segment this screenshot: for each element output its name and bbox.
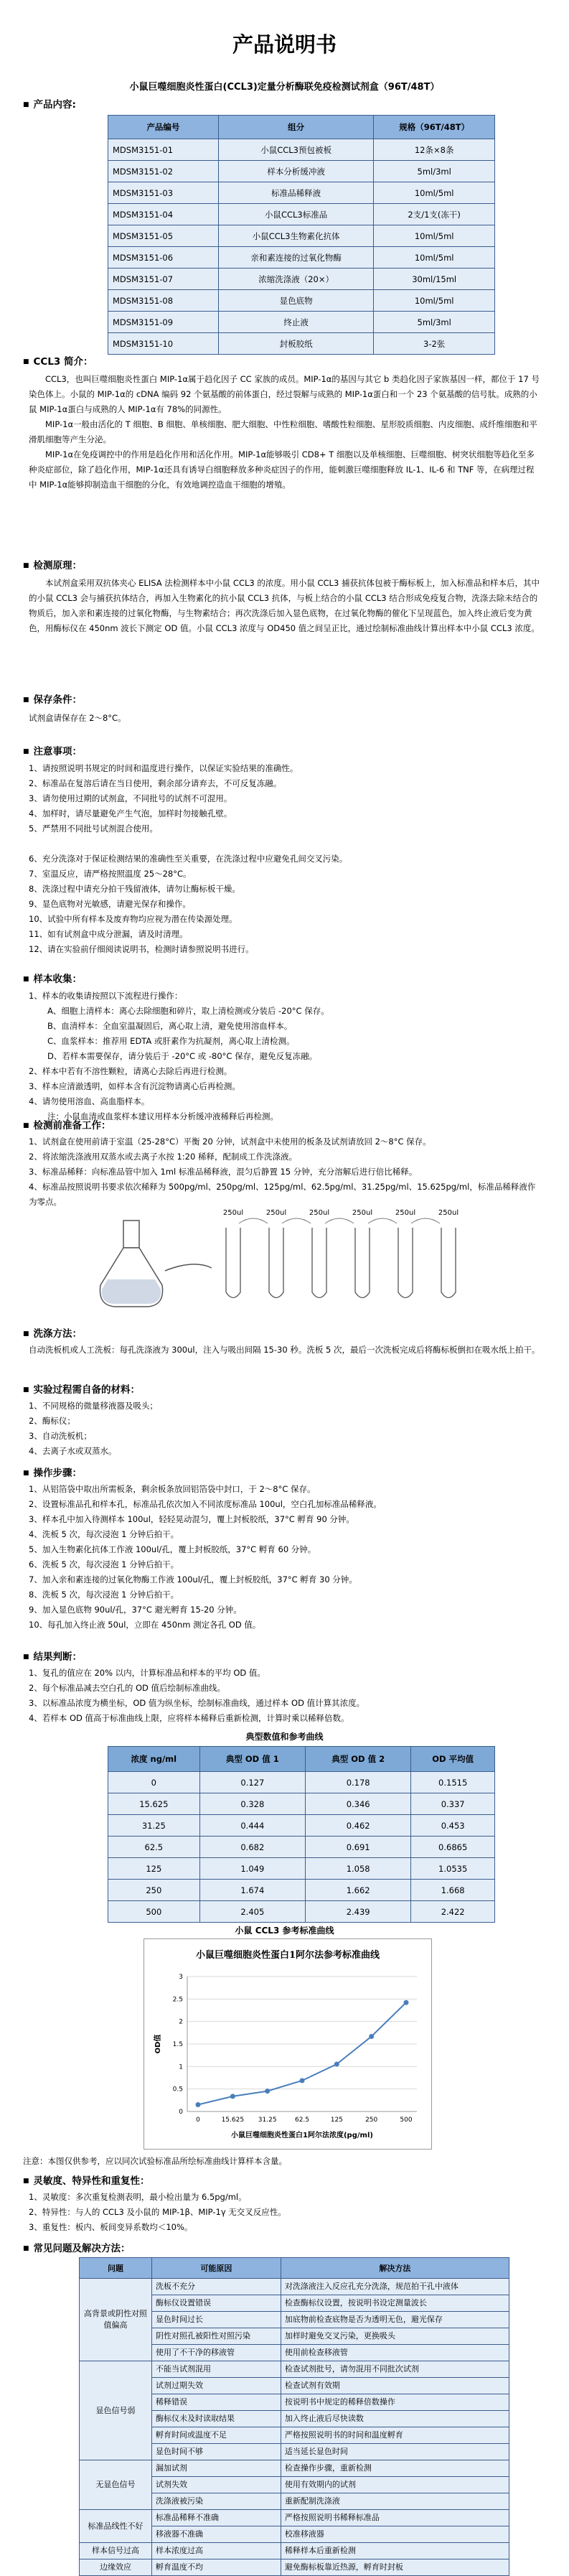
table-cell: MDSM3151-07 xyxy=(108,269,219,290)
table-cell: 小鼠CCL3生物素化抗体 xyxy=(218,225,373,247)
x-tick-label: 250 xyxy=(365,2117,378,2124)
table-cell: 1.674 xyxy=(199,1880,305,1901)
stock-flask xyxy=(100,1221,162,1307)
ts-table-header: 可能原因 xyxy=(152,2258,281,2279)
table-row xyxy=(80,2279,509,2295)
table-cell: 2.439 xyxy=(305,1901,410,1923)
table-cell: 2.422 xyxy=(411,1901,495,1923)
ts-table-header: 解决方法 xyxy=(281,2258,509,2279)
ts-problem-cell: 高背景或阴性对照值偏高 xyxy=(80,2279,152,2361)
list-item: D、若样本需要保存，请分装后于 -20°C 或 -80°C 保存，避免反复冻融。 xyxy=(47,1051,318,1061)
ts-cause-cell: 标准品稀释不准确 xyxy=(152,2510,281,2526)
tube-group xyxy=(223,1209,459,1298)
ts-problem-cell: 标准品线性不好 xyxy=(80,2510,152,2543)
standard-curve-chart xyxy=(144,1938,432,2150)
ts-solution-cell: 加底物前检查底物是否为透明无色，避光保存 xyxy=(281,2312,509,2328)
intro-para-3: MIP-1α在免疫调控中的作用是趋化作用和活化作用。MIP-1α能够吸引 CD8+ T 细胞以及单核细胞、巨噬细胞、树突状细胞等趋化至多种炎症部位，除了趋化作用，MIP-1α还具有诱导白细胞释放多种炎症因子的作用，能刺激巨噬细胞释放 IL-1、IL-6 和 TNF 等，在病理过程中 MIP-1α能够抑制造血干细胞的分化，有效地调控造血干细胞的增殖。 xyxy=(29,449,535,490)
table-row xyxy=(108,333,495,355)
table-cell: 0.127 xyxy=(199,1772,305,1793)
ts-solution-cell: 检查试剂批号，请勿混用不同批次试剂 xyxy=(281,2361,509,2378)
product-table-header: 产品编号 xyxy=(108,116,219,139)
sample-list xyxy=(29,989,540,1124)
section-troubleshooting: ■ 常见问题及解决方法： xyxy=(23,2240,131,2254)
list-item: 8、洗板 5 次，每次浸泡 1 分钟后拍干。 xyxy=(29,1590,179,1600)
list-item: 4、去离子水或双蒸水。 xyxy=(29,1446,117,1456)
doc-subtitle: 小鼠巨噬细胞炎性蛋白(CCL3)定量分析酶联免疫检测试剂盒（96T/48T） xyxy=(129,82,440,93)
x-axis-label: 小鼠巨噬细胞炎性蛋白1阿尔法浓度(pg/ml) xyxy=(231,2132,373,2139)
ts-cause-cell: 酶标仪设置错误 xyxy=(152,2295,281,2312)
list-item: 4、若样本 OD 值高于标准曲线上限，应将样本稀释后重新检测，计算时乘以稀释倍数。 xyxy=(29,1713,349,1723)
ts-problem-cell: 显色信号弱 xyxy=(80,2361,152,2460)
table-row xyxy=(108,1837,495,1858)
ts-solution-cell: 按说明书中规定的稀释倍数操作 xyxy=(281,2394,509,2411)
list-item: 3、样本孔中加入待测样本 100ul，轻轻晃动混匀，覆上封板胶纸，37°C 孵育 90 分钟。 xyxy=(29,1514,354,1524)
ts-cause-cell: 试剂失效 xyxy=(152,2477,281,2493)
y-tick-label: 0 xyxy=(179,2109,183,2116)
ts-cause-cell: 不能当试剂混用 xyxy=(152,2361,281,2378)
ts-solution-cell: 加入终止液后尽快读数 xyxy=(281,2411,509,2427)
table-cell: 2.405 xyxy=(199,1901,305,1923)
table-row xyxy=(108,225,495,247)
notes-list xyxy=(29,761,540,957)
table-row xyxy=(108,139,495,161)
tube-volume-label: 250ul xyxy=(395,1209,416,1217)
table-cell: 0.178 xyxy=(305,1772,410,1793)
table-cell: 15.625 xyxy=(108,1793,200,1815)
tube-volume-label: 250ul xyxy=(222,1209,244,1217)
table-cell: 1.662 xyxy=(305,1880,410,1901)
list-item: 6、洗板 5 次，每次浸泡 1 分钟后拍干。 xyxy=(29,1559,179,1569)
list-item: 10、试验中所有样本及废弃物均应视为潜在传染源处理。 xyxy=(29,914,238,924)
intro-para-2: MIP-1α一般由活化的 T 细胞、B 细胞、单核细胞、肥大细胞、中性粒细胞、嗜酸性粒细胞、星形胶质细胞、内皮细胞、成纤维细胞和平滑肌细胞等产生分泌。 xyxy=(29,419,537,444)
list-item: 2、将浓缩洗涤液用双蒸水或去离子水按 1:20 稀释，配制成工作洗涤液。 xyxy=(29,1152,297,1162)
ts-solution-cell: 严格按照说明书稀释标准品 xyxy=(281,2510,509,2526)
table-cell: MDSM3151-01 xyxy=(108,139,219,161)
table-row xyxy=(108,290,495,312)
x-tick-label: 15.625 xyxy=(221,2117,245,2124)
x-tick-label: 500 xyxy=(400,2117,413,2124)
ts-solution-cell: 检查酶标仪设置，按说明书设定测量波长 xyxy=(281,2295,509,2312)
table-cell: 1.058 xyxy=(305,1858,410,1880)
product-table xyxy=(108,115,495,355)
table-row xyxy=(108,1858,495,1880)
ts-cause-cell: 洗板不充分 xyxy=(152,2279,281,2295)
table-cell: 0.328 xyxy=(199,1793,305,1815)
table-cell: 终止液 xyxy=(218,312,373,333)
table-cell: 标准品稀释液 xyxy=(218,182,373,204)
table-cell: 2支/1支(冻干) xyxy=(374,204,495,225)
table-row xyxy=(80,2543,509,2559)
data-point xyxy=(230,2094,235,2099)
table-cell: 0 xyxy=(108,1772,200,1793)
list-item: 10、每孔加入终止液 50ul，立即在 450nm 测定各孔 OD 值。 xyxy=(29,1620,261,1630)
od-table-header: 典型 OD 值 1 xyxy=(199,1747,305,1772)
ts-cause-cell: 显色时间过长 xyxy=(152,2312,281,2328)
list-item: 7、室温反应，请严格按照温度 25～28°C。 xyxy=(29,869,192,879)
list-item: 1、从铝箔袋中取出所需板条，剩余板条放回铝箔袋中封口，于 2～8°C 保存。 xyxy=(29,1484,316,1494)
y-tick-label: 1 xyxy=(179,2063,183,2071)
table-row xyxy=(80,2460,509,2477)
table-cell: 250 xyxy=(108,1880,200,1901)
data-point xyxy=(265,2089,270,2094)
product-table-header: 规格（96T/48T） xyxy=(374,116,495,139)
wash-text: 自动洗板机或人工洗板：每孔洗涤液为 300ul，注入与吸出间隔 15-30 秒。洗板 5 次，最后一次洗板完成后将酶标板倒扣在吸水纸上拍干。 xyxy=(29,1345,540,1355)
table-row xyxy=(80,2510,509,2526)
ts-cause-cell: 阴性对照孔被阳性对照污染 xyxy=(152,2328,281,2345)
y-tick-label: 3 xyxy=(179,1974,183,1981)
list-item: 2、设置标准品孔和样本孔，标准品孔依次加入不同浓度标准品 100ul，空白孔加标准品稀释液。 xyxy=(29,1499,382,1509)
list-item: A、细胞上清样本：离心去除细胞和碎片，取上清检测或分装后 -20°C 保存。 xyxy=(47,1006,329,1016)
ts-problem-cell: 无显色信号 xyxy=(80,2460,152,2510)
storage-text: 试剂盒请保存在 2～8°C。 xyxy=(29,713,126,723)
table-cell: MDSM3151-03 xyxy=(108,182,219,204)
list-item: 7、加入亲和素连接的过氧化物酶工作液 100ul/孔，覆上封板胶纸，37°C 孵育 30 分钟。 xyxy=(29,1574,357,1585)
ts-solution-cell: 检查操作步骤，重新检测 xyxy=(281,2460,509,2477)
section-contents: ■ 产品内容: xyxy=(23,96,76,111)
list-item: 1、请按照说明书规定的时间和温度进行操作，以保证实验结果的准确性。 xyxy=(29,763,298,773)
dilution-tube xyxy=(352,1209,397,1298)
table-cell: 5ml/3ml xyxy=(374,312,495,333)
ts-solution-cell: 使用前检查移液管 xyxy=(281,2345,509,2361)
ts-solution-cell: 稀释样本后重新检测 xyxy=(281,2543,509,2559)
list-item: 4、加样时，请尽量避免产生气泡，加样时勿接触孔壁。 xyxy=(29,808,232,818)
table-cell: 小鼠CCL3标准品 xyxy=(218,204,373,225)
principle-para: 本试剂盒采用双抗体夹心 ELISA 法检测样本中小鼠 CCL3 的浓度。用小鼠 CCL3 捕获抗体包被于酶标板上，加入标准品和样本后，其中的小鼠 CCL3 会与捕获抗体结合，再加入生物素化的抗小鼠 CCL3 抗体，与板上结合的小鼠 CCL3 结合形成免疫复合物，洗涤去除未结合的物质后，加入亲和素连接的过氧化物酶，与生物素结合；再次洗涤后加入显色底物，在过氧化物酶的催化下呈现蓝色，加入终止液后变为黄色，用酶标仪在 450nm 波长下测定 OD 值。小鼠 CCL3 浓度与 OD450 值之间呈正比，通过绘制标准曲线计算出样本中小鼠 CCL3 浓度。 xyxy=(29,578,540,633)
ts-table-header: 问题 xyxy=(80,2258,152,2279)
ts-solution-cell: 重新配制洗涤液 xyxy=(281,2493,509,2510)
ts-cause-cell: 稀释错误 xyxy=(152,2394,281,2411)
dilution-tube xyxy=(309,1209,354,1298)
list-item: 4、洗板 5 次，每次浸泡 1 分钟后拍干。 xyxy=(29,1529,179,1539)
dilution-tube xyxy=(266,1209,311,1298)
list-item: 1、灵敏度：多次重复检测表明，最小检出量为 6.5pg/ml。 xyxy=(29,2192,247,2202)
ts-cause-cell: 移液器不准确 xyxy=(152,2526,281,2543)
ts-cause-cell: 使用了不干净的移液管 xyxy=(152,2345,281,2361)
table-cell: 10ml/5ml xyxy=(374,290,495,312)
table-cell: 0.462 xyxy=(305,1815,410,1837)
chart-title: 小鼠巨噬细胞炎性蛋白1阿尔法参考标准曲线 xyxy=(195,1950,380,1961)
table-cell: 12条×8条 xyxy=(374,139,495,161)
tube-volume-label: 250ul xyxy=(309,1209,330,1217)
table-row xyxy=(108,312,495,333)
dilution-tube xyxy=(395,1209,440,1298)
list-item: 3、重复性：板内、板间变异系数均＜10%。 xyxy=(29,2222,193,2232)
ts-solution-cell: 使用有效期内的试剂 xyxy=(281,2477,509,2493)
intro-para-1: CCL3，也叫巨噬细胞炎性蛋白 MIP-1α属于趋化因子 CC 家族的成员。MIP-1α的基因与其它 b 类趋化因子家族基因一样，都位于 17 号染色体上。小鼠的 MIP-1α的 cDNA 编码 92 个氨基酸的前体蛋白，经过裂解与成熟的 MIP-1α蛋白和一个 23 个氨基酸的信号肽。成熟的小鼠 MIP-1α蛋白与成熟的人 MIP-1α有 78%的同源性。 xyxy=(29,374,540,414)
table-cell: MDSM3151-06 xyxy=(108,247,219,269)
list-item: 2、特异性：与人的 CCL3 及小鼠的 MIP-1β、MIP-1γ 无交叉反应性。 xyxy=(29,2207,286,2217)
data-point xyxy=(404,2000,409,2005)
ts-cause-cell: 漏加试剂 xyxy=(152,2460,281,2477)
transfer-arrow xyxy=(239,1218,268,1223)
list-item: 3、自动洗板机； xyxy=(29,1431,92,1441)
x-tick-label: 0 xyxy=(196,2117,200,2124)
table-cell: 0.453 xyxy=(411,1815,495,1837)
ts-cause-cell: 孵育时间或温度不足 xyxy=(152,2427,281,2444)
table-cell: MDSM3151-05 xyxy=(108,225,219,247)
ts-solution-cell: 对洗涤液注入反应孔充分洗涤，规范拍干孔中液体 xyxy=(281,2279,509,2295)
list-item: 3、请勿使用过期的试剂盒，不同批号的试剂不可混用。 xyxy=(29,793,232,803)
table-row xyxy=(108,1901,495,1923)
list-item: 3、标准品稀释：向标准品管中加入 1ml 标准品稀释液，混匀后静置 15 分钟，充分溶解后进行倍比稀释。 xyxy=(29,1167,418,1177)
ts-cause-cell: 洗涤液被污染 xyxy=(152,2493,281,2510)
ts-cause-cell: 样本浓度过高 xyxy=(152,2543,281,2559)
data-point xyxy=(300,2078,305,2083)
od-table xyxy=(108,1746,495,1923)
list-item: 12、请在实验前仔细阅读说明书，检测时请参照说明书进行。 xyxy=(29,944,254,954)
data-point xyxy=(196,2102,201,2107)
section-materials: ■ 实验过程需自备的材料： xyxy=(23,1381,140,1396)
list-item: 2、标准品在复溶后请在当日使用，剩余部分请弃去，不可反复冻融。 xyxy=(29,778,282,788)
ts-problem-cell: 边缘效应 xyxy=(80,2559,152,2576)
list-item: 2、酶标仪； xyxy=(29,1416,75,1426)
y-tick-label: 2 xyxy=(179,2018,183,2026)
y-tick-label: 2.5 xyxy=(172,1996,183,2004)
table-cell: 3-2张 xyxy=(374,333,495,355)
table-cell: 500 xyxy=(108,1901,200,1923)
od-table-header: 浓度 ng/ml xyxy=(108,1747,200,1772)
table-cell: 125 xyxy=(108,1858,200,1880)
section-wash: ■ 洗涤方法： xyxy=(23,1325,82,1340)
ts-solution-cell: 适当延长显色时间 xyxy=(281,2444,509,2460)
list-item: C、血浆样本：推荐用 EDTA 或肝素作为抗凝剂，离心取上清检测。 xyxy=(47,1036,295,1046)
table-row xyxy=(108,1815,495,1837)
section-intro: ■ CCL3 简介： xyxy=(23,353,93,368)
table-cell: 30ml/15ml xyxy=(374,269,495,290)
table-row xyxy=(108,269,495,290)
od-table-header: 典型 OD 值 2 xyxy=(305,1747,410,1772)
y-tick-label: 1.5 xyxy=(172,2041,183,2048)
list-item: 2、每个标准品减去空白孔的 OD 值后绘制标准曲线。 xyxy=(29,1683,226,1693)
table-row xyxy=(108,204,495,225)
table-row xyxy=(108,182,495,204)
table-row xyxy=(108,161,495,182)
table-cell: 1.049 xyxy=(199,1858,305,1880)
chart-caption: 小鼠 CCL3 参考标准曲线 xyxy=(235,1926,334,1936)
table-cell: MDSM3151-08 xyxy=(108,290,219,312)
table-cell: 1.0535 xyxy=(411,1858,495,1880)
table-cell: 0.691 xyxy=(305,1837,410,1858)
list-item: 9、显色底物对光敏感，请避光保存和操作。 xyxy=(29,899,191,909)
table-cell: 0.346 xyxy=(305,1793,410,1815)
chart-note: 注意：本图仅供参考，应以同次试验标准品所绘标准曲线计算样本含量。 xyxy=(23,2156,287,2166)
list-item: 5、加入生物素化抗体工作液 100ul/孔，覆上封板胶纸，37°C 孵育 60 分钟。 xyxy=(29,1544,316,1554)
x-tick-label: 62.5 xyxy=(294,2117,310,2124)
results-list xyxy=(29,1666,540,1726)
list-item: 9、加入显色底物 90ul/孔，37°C 避光孵育 15-20 分钟。 xyxy=(29,1605,242,1615)
section-sample: ■ 样本收集： xyxy=(23,971,82,985)
table-cell: 显色底物 xyxy=(218,290,373,312)
ts-cause-cell: 酶标仪未及时读取结果 xyxy=(152,2411,281,2427)
table-cell: 浓缩洗涤液（20×） xyxy=(218,269,373,290)
list-item: 1、试剂盒在使用前请于室温（25-28°C）平衡 20 分钟，试剂盒中未使用的板条及试剂请放回 2～8°C 保存。 xyxy=(29,1137,431,1147)
y-tick-label: 0.5 xyxy=(172,2086,183,2094)
table-cell: 封板胶纸 xyxy=(218,333,373,355)
troubleshooting-table xyxy=(79,2257,509,2576)
ts-solution-cell: 检查试剂有效期 xyxy=(281,2378,509,2394)
transfer-arrow xyxy=(411,1218,440,1223)
section-storage: ■ 保存条件： xyxy=(23,691,82,706)
table-cell: 62.5 xyxy=(108,1837,200,1858)
ts-solution-cell: 避免酶标板靠近热源，孵育时封板 xyxy=(281,2559,509,2576)
principle-text xyxy=(29,576,540,636)
table-row xyxy=(108,1880,495,1901)
table-cell: 0.444 xyxy=(199,1815,305,1837)
list-item xyxy=(29,836,540,851)
table-row xyxy=(108,1772,495,1793)
table-cell: 10ml/5ml xyxy=(374,225,495,247)
ts-solution-cell: 严格按照说明书的时间和温度孵育 xyxy=(281,2427,509,2444)
performance-list xyxy=(29,2190,540,2235)
section-steps: ■ 操作步骤： xyxy=(23,1465,82,1479)
list-item: 3、样本应清澈透明，如样本含有沉淀物请离心后再检测。 xyxy=(29,1081,240,1091)
y-axis-label: OD值 xyxy=(154,2034,162,2054)
tube-volume-label: 250ul xyxy=(438,1209,459,1217)
table-cell: MDSM3151-02 xyxy=(108,161,219,182)
intro-text xyxy=(29,372,540,493)
ts-cause-cell: 试剂过期失效 xyxy=(152,2378,281,2394)
list-item: 11、如有试剂盒中成分泄漏，请及时清理。 xyxy=(29,929,188,939)
ts-solution-cell: 校准移液器 xyxy=(281,2526,509,2543)
product-table-header: 组分 xyxy=(218,116,373,139)
table-cell: 0.682 xyxy=(199,1837,305,1858)
table-cell: MDSM3151-10 xyxy=(108,333,219,355)
list-item: 4、请勿使用溶血、高血脂样本。 xyxy=(29,1096,150,1106)
table-cell: MDSM3151-04 xyxy=(108,204,219,225)
materials-list xyxy=(29,1399,540,1459)
transfer-arrow xyxy=(325,1218,354,1223)
transfer-arrow xyxy=(282,1218,311,1223)
ts-problem-cell: 样本信号过高 xyxy=(80,2543,152,2559)
table-cell: 0.6865 xyxy=(411,1837,495,1858)
ts-cause-cell: 显色时间不够 xyxy=(152,2444,281,2460)
table-row xyxy=(108,247,495,269)
chart-svg xyxy=(144,1939,431,2149)
list-item: 2、样本中若有不溶性颗粒，请离心去除后再进行检测。 xyxy=(29,1066,232,1076)
data-point xyxy=(369,2034,374,2039)
list-item: B、血清样本：全血室温凝固后，离心取上清，避免使用溶血样本。 xyxy=(47,1021,293,1031)
table-cell: 小鼠CCL3预包被板 xyxy=(218,139,373,161)
list-item: 1、样本的收集请按照以下流程进行操作： xyxy=(29,991,183,1001)
od-table-header: OD 平均值 xyxy=(411,1747,495,1772)
table-row xyxy=(80,2559,509,2576)
x-tick-label: 125 xyxy=(330,2117,343,2124)
x-tick-label: 31.25 xyxy=(258,2117,277,2124)
section-prep: ■ 检测前准备工作： xyxy=(23,1117,111,1131)
table-cell: 0.1515 xyxy=(411,1772,495,1793)
table-cell: 5ml/3ml xyxy=(374,161,495,182)
list-item: 1、不同规格的微量移液器及吸头； xyxy=(29,1401,158,1411)
table-cell: 1.668 xyxy=(411,1880,495,1901)
ts-solution-cell: 加样时避免交叉污染，更换吸头 xyxy=(281,2328,509,2345)
tube-volume-label: 250ul xyxy=(265,1209,287,1217)
table-cell: 0.337 xyxy=(411,1793,495,1815)
transfer-arrow xyxy=(368,1218,397,1223)
section-performance: ■ 灵敏度、特异性和重复性： xyxy=(23,2173,150,2187)
flask-arrow xyxy=(165,1264,212,1271)
doc-title: 产品说明书 xyxy=(232,32,337,57)
dilution-tube xyxy=(223,1209,268,1298)
dilution-svg xyxy=(86,1199,488,1312)
list-item: 4、标准品按照说明书要求依次稀释为 500pg/ml、250pg/ml、125pg/ml、62.5pg/ml、31.25pg/ml、15.625pg/ml，标准品稀释液作为零点。 xyxy=(29,1182,536,1207)
section-notes: ■ 注意事项： xyxy=(23,743,82,757)
list-item: 3、以标准品浓度为横坐标，OD 值为纵坐标，绘制标准曲线，通过样本 OD 值计算其浓度。 xyxy=(29,1698,365,1708)
table-row xyxy=(108,1793,495,1815)
data-point xyxy=(334,2061,339,2066)
table-cell: 亲和素连接的过氧化物酶 xyxy=(218,247,373,269)
table-cell: 10ml/5ml xyxy=(374,182,495,204)
table-row xyxy=(80,2361,509,2378)
table-cell: 10ml/5ml xyxy=(374,247,495,269)
list-item: 1、复孔的值应在 20% 以内，计算标准品和样本的平均 OD 值。 xyxy=(29,1668,265,1678)
list-item: 6、充分洗涤对于保证检测结果的准确性至关重要，在洗涤过程中应避免孔间交叉污染。 xyxy=(29,854,348,864)
ts-cause-cell: 孵育温度不均 xyxy=(152,2559,281,2576)
table-cell: 样本分析缓冲液 xyxy=(218,161,373,182)
steps-list xyxy=(29,1482,540,1633)
list-item: 注：小鼠血清或血浆样本建议用样本分析缓冲液稀释后再检测。 xyxy=(47,1111,278,1121)
od-table-caption: 典型数值和参考曲线 xyxy=(245,1732,324,1742)
dilution-diagram xyxy=(86,1199,488,1312)
dilution-tube xyxy=(438,1209,459,1298)
list-item: 8、洗涤过程中请充分拍干残留液体，请勿让酶标板干燥。 xyxy=(29,884,240,894)
table-cell: MDSM3151-09 xyxy=(108,312,219,333)
section-principle: ■ 检测原理： xyxy=(23,557,82,571)
list-item: 5、严禁用不同批号试剂混合使用。 xyxy=(29,823,158,834)
tube-volume-label: 250ul xyxy=(352,1209,373,1217)
section-results: ■ 结果判断： xyxy=(23,1648,82,1663)
table-cell: 31.25 xyxy=(108,1815,200,1837)
